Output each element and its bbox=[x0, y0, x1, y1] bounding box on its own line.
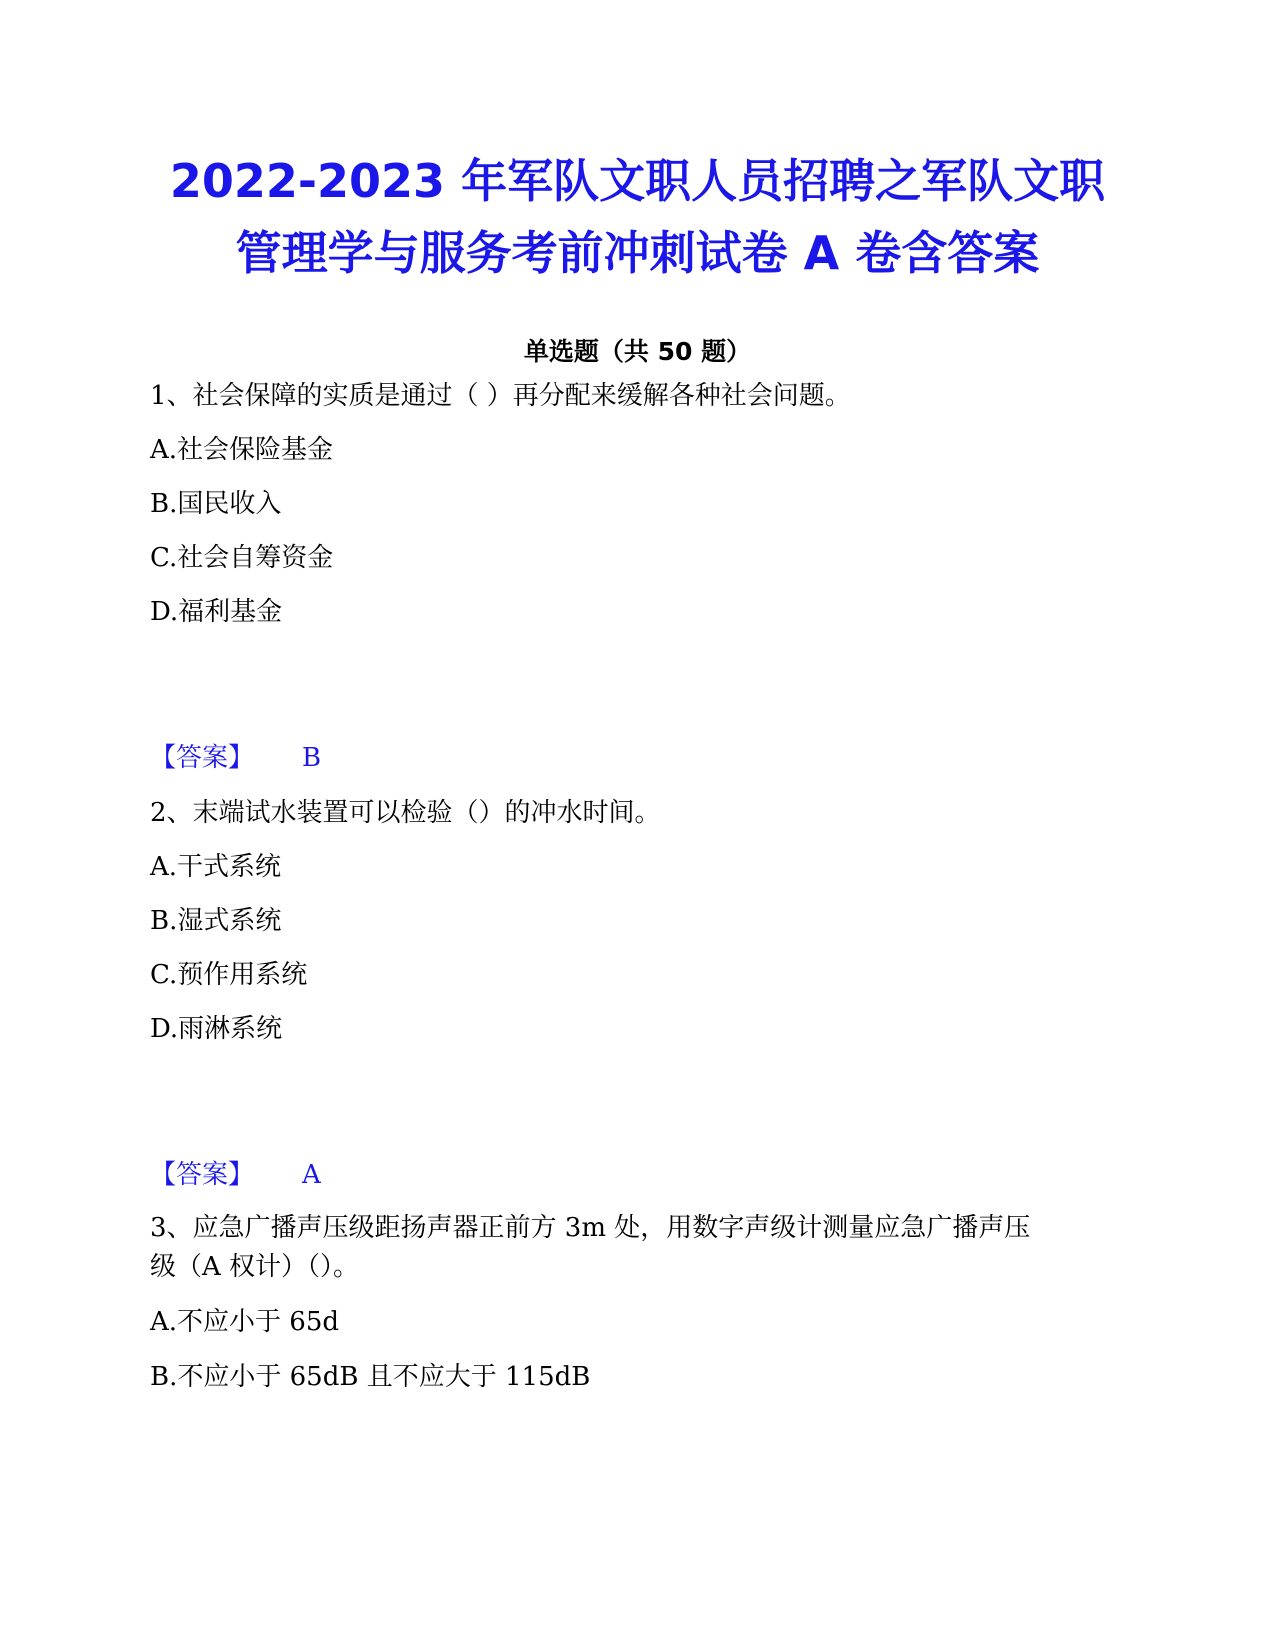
question-1-option-b: B.国民收入 bbox=[150, 489, 282, 519]
question-1-answer-value: B bbox=[302, 743, 322, 773]
question-2-answer-value: A bbox=[302, 1160, 321, 1190]
question-2-option-c: C.预作用系统 bbox=[150, 960, 308, 990]
section-heading: 单选题（共 50 题） bbox=[523, 337, 752, 366]
question-3-option-a: A.不应小于 65d bbox=[150, 1307, 340, 1337]
question-1-answer bbox=[150, 745, 321, 771]
question-1-option-a: A.社会保险基金 bbox=[150, 435, 334, 465]
answer-label: 【答案】 bbox=[150, 743, 255, 773]
document-title-line-2: 管理学与服务考前冲刺试卷 A 卷含答案 bbox=[235, 226, 1040, 280]
question-2-answer bbox=[150, 1162, 321, 1188]
document-title-line-1: 2022-2023 年军队文职人员招聘之军队文职 bbox=[169, 154, 1106, 208]
question-3-option-b: B.不应小于 65dB 且不应大于 115dB bbox=[150, 1362, 591, 1392]
question-3-stem-line-1: 3、应急广播声压级距扬声器正前方 3m 处，用数字声级计测量应急广播声压 bbox=[150, 1213, 1031, 1243]
question-2-option-b: B.湿式系统 bbox=[150, 906, 282, 936]
question-3-stem-line-2: 级（A 权计）（）。 bbox=[150, 1252, 360, 1282]
question-2-option-d: D.雨淋系统 bbox=[150, 1014, 283, 1044]
question-1-stem: 1、社会保障的实质是通过（ ）再分配来缓解各种社会问题。 bbox=[150, 381, 851, 411]
question-1-option-c: C.社会自筹资金 bbox=[150, 543, 334, 573]
question-2-stem: 2、末端试水装置可以检验（）的冲水时间。 bbox=[150, 798, 661, 828]
question-2-option-a: A.干式系统 bbox=[150, 852, 282, 882]
answer-label: 【答案】 bbox=[150, 1160, 255, 1190]
question-1-option-d: D.福利基金 bbox=[150, 597, 283, 627]
